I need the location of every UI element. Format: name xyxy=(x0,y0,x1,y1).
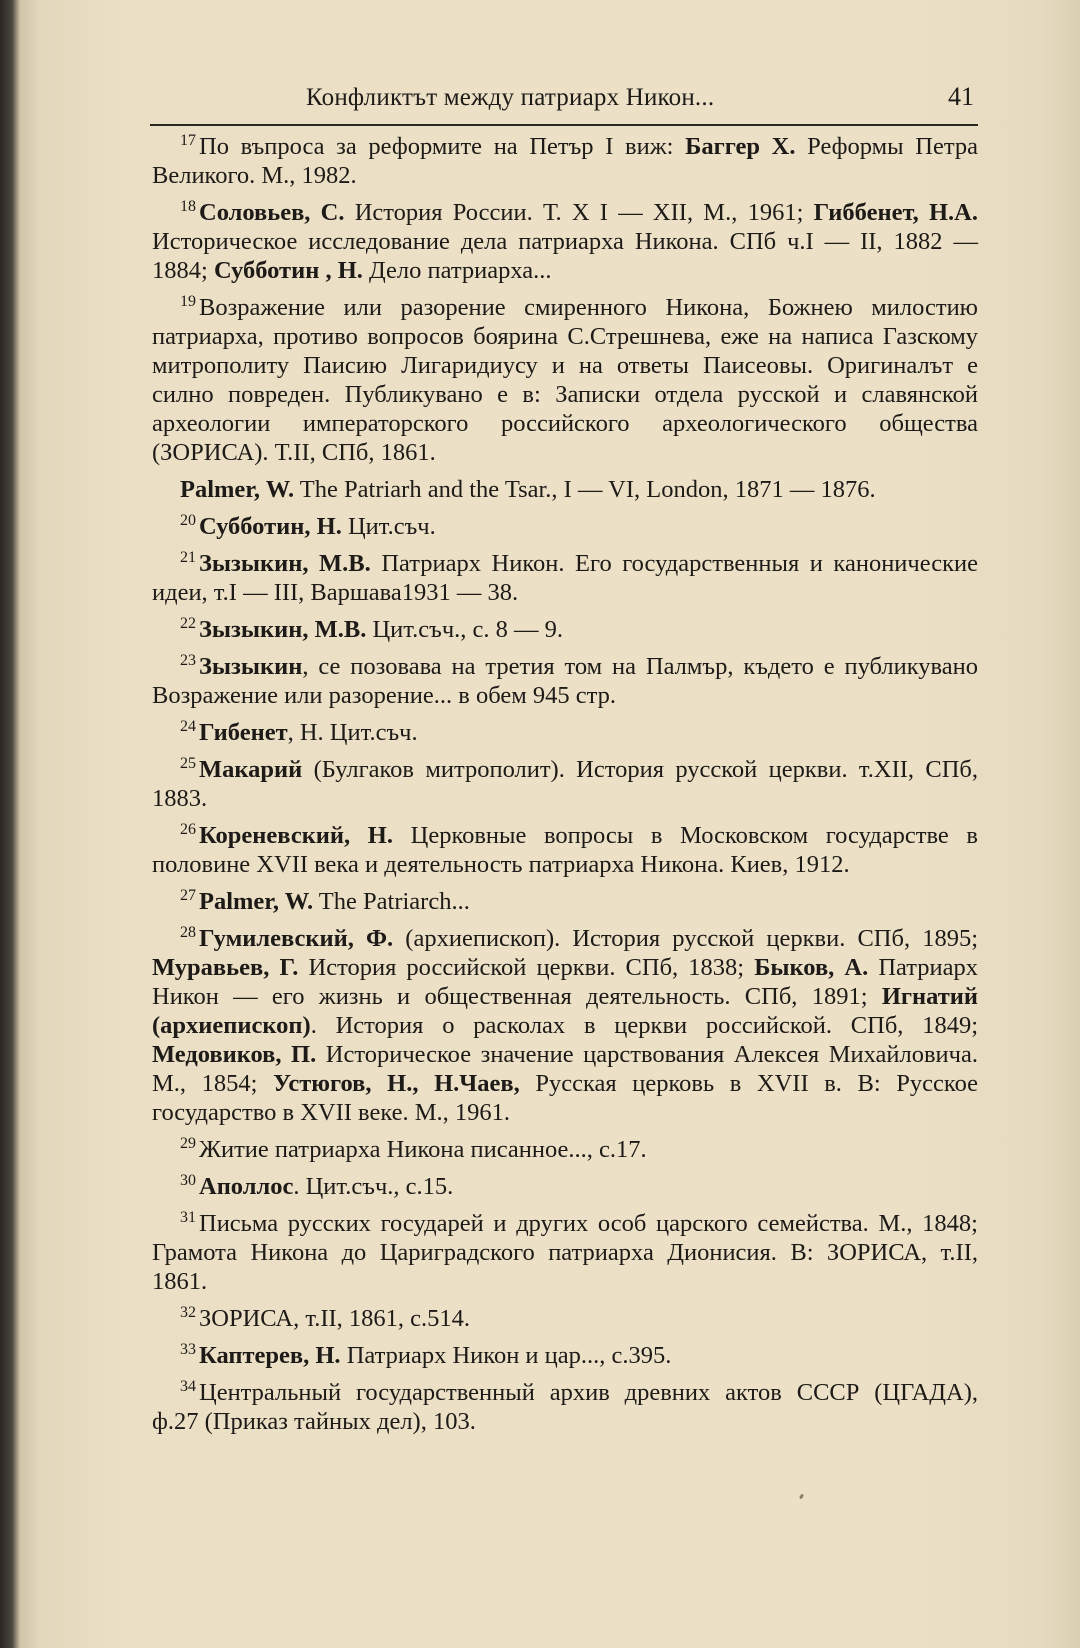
footnote-34: $^{34}$ Центральный государственный архив древних актов СССР (ЦГАДА), ф.27 (Приказ тайных дел), 103. xyxy=(152,1377,978,1435)
footnote-29: $^{29}$ Житие патриарха Никона писанное..., с.17. xyxy=(180,1134,647,1163)
footnote-28: $^{28}$ Гумилевский, Ф. (архиепископ). История русской церкви. СПб, 1895; Муравьев, Г. История российской церкви. СПб, 1838; Быков, А. Патриарх Никон — его жизнь и общественная деятельность. СПб, 1891; Игнатий (архиепископ). История о расколах в церкви российской. СПб, 1849; Медовиков, П. Историческое значение царствования Алексея Михайловича. М., 1854; Устюгов, Н., Н.Чаев, Русская церковь в XVII в. В: Русское государство в XVII веке. М., 1961. xyxy=(152,923,979,1126)
footnote-22: $^{22}$ Зызыкин, М.В. Цит.съч., с. 8 — 9. xyxy=(180,614,564,643)
footnote-18: $^{18}$ Соловьев, С. История России. Т. X I — XII, М., 1961; Гиббенет, Н.А. Историческое исследование дела патриарха Никона. СПб ч.I — II, 1882 — 1884; Субботин , Н. Дело патриарха... xyxy=(152,197,978,284)
footnote-31: $^{31}$ Письма русских государей и других особ царского семейства. М., 1848; Грамота Никона до Цариградского патриарха Дионисия. В: ЗОРИСА, т.II, 1861. xyxy=(152,1208,978,1295)
footnote-25: $^{25}$ Макарий (Булгаков митрополит). История русской церкви. т.XII, СПб, 1883. xyxy=(152,754,978,812)
footnote-24: $^{24}$ Гибенет, Н. Цит.съч. xyxy=(180,717,418,746)
paper-speck xyxy=(799,1494,804,1500)
footnote-20: $^{20}$ Субботин, Н. Цит.съч. xyxy=(180,511,436,540)
footnote-19: $^{19}$ Возражение или разорение смиренного Никона, Божнею милостию патриарха, противо вопросов боярина С.Стрешнева, еже на написа Газскому митрополиту Паисию Лигаридиусу и на ответы Паисеовы. Оригиналът е силно повреден. Публикувано е в: Записки отдела русской и славянской археологии императорского российского археологического общества (ЗОРИСА). Т.II, СПб, 1861. xyxy=(152,292,978,466)
footnote-17: $^{17}$ По въпроса за реформите на Петър I виж: Баггер Х. Реформы Петра Великого. М., 1982. xyxy=(152,131,978,189)
footnote-33: $^{33}$ Каптерев, Н. Патриарх Никон и цар..., с.395. xyxy=(180,1340,672,1369)
footnote-21: $^{21}$ Зызыкин, М.В. Патриарх Никон. Его государственныя и канонические идеи, т.I — III, Варшава1931 — 38. xyxy=(152,548,978,606)
footnote-23: $^{23}$ Зызыкин, се позовава на третия том на Палмър, където е публикувано Возражение или разорение... в обем 945 стр. xyxy=(152,651,978,709)
footnote-32: $^{32}$ ЗОРИСА, т.II, 1861, с.514. xyxy=(180,1303,471,1332)
footnotes xyxy=(152,132,978,1444)
page-number: 41 xyxy=(948,82,974,111)
running-title: Конфликтът между патриарх Никон... xyxy=(306,84,715,111)
footnote-19-continuation: Palmer, W. The Patriarh and the Tsar., I — VI, London, 1871 — 1876. xyxy=(180,476,876,503)
footnote-27: $^{27}$ Palmer, W. The Patriarch... xyxy=(180,886,470,915)
page-header xyxy=(150,80,978,126)
footnote-26: $^{26}$ Кореневский, Н. Церковные вопросы в Московском государстве в половине XVII века и деятельность патриарха Никона. Киев, 1912. xyxy=(152,820,978,878)
footnote-30: $^{30}$ Аполлос. Цит.съч., с.15. xyxy=(180,1171,454,1200)
